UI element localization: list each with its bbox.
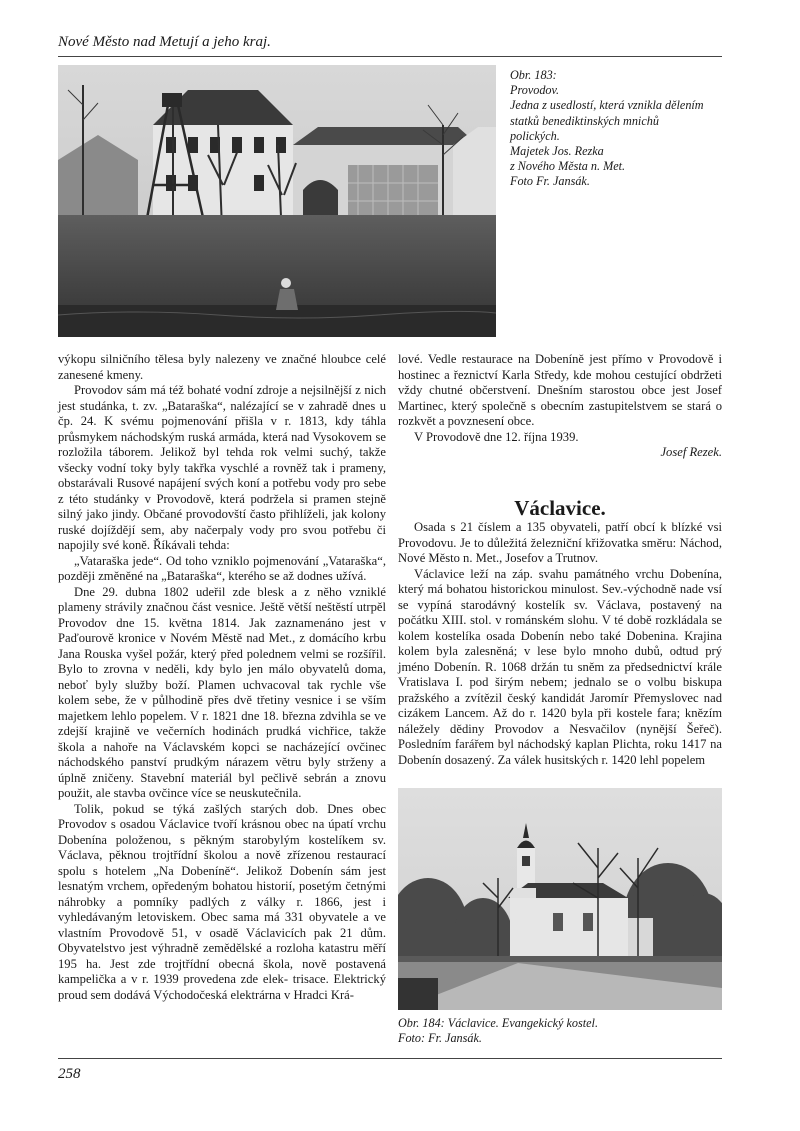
paragraph: Václavice leží na záp. svahu památného vrchu Dobenína, který má bohatou historickou minulost. Sev.-východně nade vsí se vypíná starodávný kostelík sv. Václava, postavený na počátku XIII. stol. v románském slohu. V té době rozkládala se kolem kostelíka osada Dobenín nebo také Dobenina. Krajina kolem byla zalesněná; v lese bylo mnoho dubů, odtud prý jméno Dobenín. R. 1068 držán tu sněm za předsednictví krále Vratislava I. pod širým nebem; jednalo se o volbu biskupa pražského a zvítězil český kandidát Jaromír Přemyslovec nad cizákem Lancem. Až do r. 1420 byla při kostele fara; knězím náležely dědiny Provodov a Nesvačilov (nynější Šeřeč). Posledním farářem byl náchodský kaplan Plichta, roku 1417 na Dobenín dosazený. Za válek husitských r. 1420 lehl popelem xyxy=(398,566,722,767)
caption-line: Provodov. xyxy=(510,83,560,98)
figure-183-caption xyxy=(510,68,720,190)
figure-184-caption xyxy=(398,1016,722,1046)
running-title: Nové Město nad Metují a jeho kraj. xyxy=(58,34,271,50)
caption-line: Jedna z usedlostí, která vznikla dělením xyxy=(510,98,704,113)
paragraph: Provodov sám má též bohaté vodní zdroje a nejsilnější z nich jest studánka, t. zv. „Bataraška“, nalézající se v zahradě dnes u čp. 24. K svému pojmenování přišla v r. 1813, kdy táhla průsmykem náchodským ruská armáda, která nad Vysokovem se rozložila táborem. Jelikož byl tehda rok velmi suchý, takže všecky vodní toky byly takřka vyschlé a rovněž tak i prameny, obstarávali Rusové napájení svých koní a potřebu vody pro sebe z této studánky v Provodově, která podržela si pramen stejně silný jako jindy. Občané provodovští často přihlíželi, jak kolony ruské dojíždějí sem, aby načerpaly vody pro svou potřebu či napojily své koně. Říkávali tehda: xyxy=(58,383,386,552)
paragraph: V Provodově dne 12. října 1939. xyxy=(414,429,579,444)
paragraph: „Vataraška jede“. Od toho vzniklo pojmenování „Vataraška“, později změněné na „Bataraška“, kterého se až dodnes užívá. xyxy=(58,553,386,583)
caption-line: Obr. 183: xyxy=(510,68,557,82)
photo-farmstead xyxy=(58,65,496,337)
paragraph: výkopu silničního tělesa byly nalezeny ve značné hloubce celé zanesené kmeny. xyxy=(58,352,386,382)
caption-line: polických. xyxy=(510,128,560,143)
right-column-top xyxy=(398,352,722,461)
footer-rule xyxy=(58,1058,722,1059)
left-column xyxy=(58,352,386,1003)
page-number: 258 xyxy=(58,1066,81,1082)
paragraph: lové. Vedle restaurace na Dobeníně jest přímo v Provodově i hostinec a řeznictví Karla Středy, kde mohou cestující obdržeti vždy chutné občerstvení. Dnešním starostou obce jest Josef Martinec, který společně s obecním zastupitelstvem se stará o rozkvět a povznesení obce. xyxy=(398,352,722,428)
paragraph: Tolik, pokud se týká zašlých starých dob. Dnes obec Provodov s osadou Václavice tvoří krásnou obec na úpatí vrchu Dobenína položenou, s pěkným starobylým kostelíkem sv. Václava, pěknou trojtřídní školou a nově zřízenou restaurací spolu s hotelem „Na Dobeníně“. Jelikož Dobenín sám jest lesnatým vrchem, opředeným bohatou historií, posetým četnými náhrobky a pomníky padlých z války r. 1866, jest i vyhledávaným letoviskem. Obec sama má 331 obyvatele a ve vlastním Provodově 51, v osadě Václavicích pak 21 dům. Obyvatelstvo jest výhradně zemědělské a rozloha katastru měří 195 ha. Jest zde trojtřídní obecná škola, nově postavená kampelička a v r. 1939 provedena zde elek- trisace. Elektrický proud sem dodává Východočeská elektrárna v Hradci Krá- xyxy=(58,801,386,1002)
photo-church xyxy=(398,788,722,1010)
caption-line: Majetek Jos. Rezka xyxy=(510,144,604,159)
section-title: Václavice. xyxy=(514,496,606,520)
caption-line: statků benediktinských mnichů xyxy=(510,113,659,128)
header-rule xyxy=(58,56,722,57)
caption-line: Obr. 184: Václavice. Evangekický kostel. xyxy=(398,1016,598,1030)
section-body xyxy=(398,520,722,768)
paragraph: Osada s 21 číslem a 135 obyvateli, patří obcí k blízké vsi Provodovu. Je to důležitá železniční křižovatka směru: Náchod, Nové Město n. Met., Josefov a Trutnov. xyxy=(398,520,722,565)
caption-line: Foto Fr. Jansák. xyxy=(510,174,590,189)
caption-line: z Nového Města n. Met. xyxy=(510,159,626,174)
paragraph: Dne 29. dubna 1802 udeřil zde blesk a z něho vzniklé plameny strávily značnou část vesnice. Ještě větší neštěstí utrpěl Provodov dne 15. května 1814. Jak zaznamenáno jest v Paďourově kronice v Novém Městě nad Met., z domácího krbu Jana Rouska vyšel požár, který před polednem velmi se rozšířil. Bylo to zrovna v neděli, kdy bylo jen málo obyvatelů doma, neboť byly služby boží. Plamen uchvacoval tak rychle vše kolem sebe, že v půlhodině přes dvě třetiny vesnice i se vším majetkem lehlo popelem. V r. 1821 dne 18. března zdvihla se ve zdejší krajině ve večerních hodinách prudká vichřice, takže škola a nahoře na Václavském kopci se nacházející ovčinec náchodského panství prudkým nárazem větru byly strženy a úplně zničeny. Stavební materiál byl pečlivě sebrán a znovu použit, ale stavba ovčince více se neuskutečnila. xyxy=(58,584,386,800)
caption-line: Foto: Fr. Jansák. xyxy=(398,1031,482,1046)
author-signature: Josef Rezek. xyxy=(660,445,722,459)
